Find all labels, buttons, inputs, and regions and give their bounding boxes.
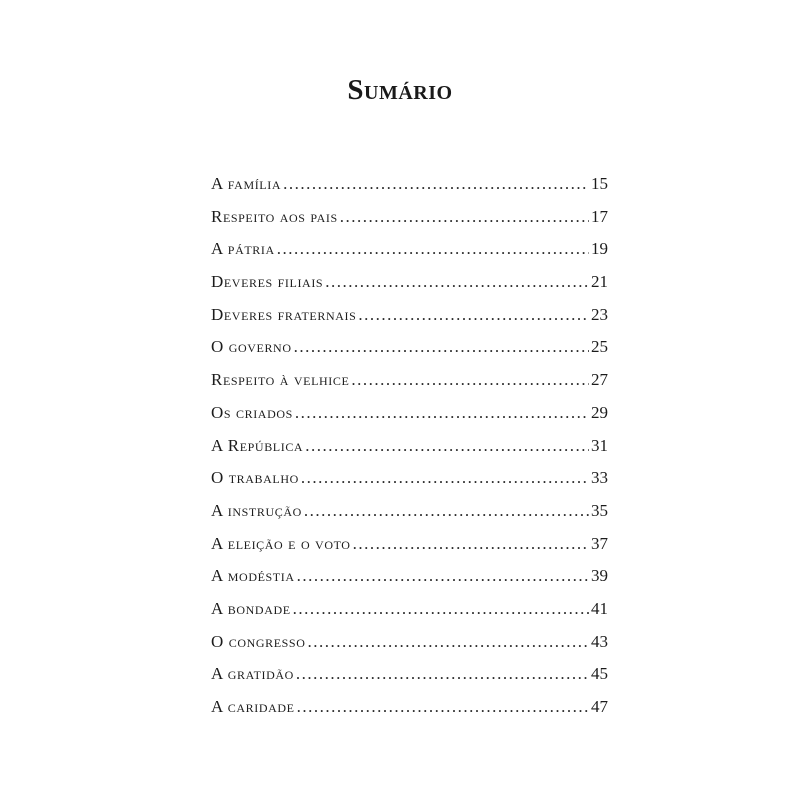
toc-leader-dots: [294, 337, 589, 357]
toc-entry-label: A eleição e o voto: [211, 533, 351, 553]
toc-entry-page: 25: [591, 337, 608, 357]
toc-entry-page: 33: [591, 468, 608, 488]
toc-entry: [211, 436, 608, 469]
toc-entry-page: 29: [591, 402, 608, 422]
toc-entry: [211, 305, 608, 338]
toc-leader-dots: [296, 664, 589, 684]
toc-entry-label: Deveres fraternais: [211, 304, 357, 324]
toc-leader-dots: [340, 207, 589, 227]
toc-entry-label: O trabalho: [211, 468, 299, 488]
toc-entry: [211, 174, 608, 207]
toc-entry: [211, 566, 608, 599]
toc-entry-page: 37: [591, 533, 608, 553]
toc-entry-label: Deveres filiais: [211, 272, 324, 292]
toc-entry: [211, 468, 608, 501]
toc-entry-page: 45: [591, 664, 608, 684]
toc-entry: [211, 239, 608, 272]
toc-entry-page: 23: [591, 304, 608, 324]
toc-entry-label: Respeito aos pais: [211, 206, 338, 226]
toc-entry-page: 43: [591, 631, 608, 651]
toc-leader-dots: [293, 599, 589, 619]
toc-leader-dots: [353, 534, 589, 554]
toc-entry-page: 17: [591, 206, 608, 226]
toc-entry: [211, 337, 608, 370]
toc-entry-page: 31: [591, 435, 608, 455]
toc-entry: [211, 403, 608, 436]
toc-entry: [211, 207, 608, 240]
toc-entry-label: A instrução: [211, 500, 302, 520]
toc-leader-dots: [358, 305, 589, 325]
toc-entry-label: A gratidão: [211, 664, 294, 684]
toc-leader-dots: [301, 468, 589, 488]
toc-entry-label: Respeito à velhice: [211, 370, 350, 390]
table-of-contents: [211, 174, 608, 730]
toc-entry-label: A pátria: [211, 239, 275, 259]
toc-entry-label: O governo: [211, 337, 292, 357]
toc-entry: [211, 272, 608, 305]
toc-leader-dots: [307, 632, 589, 652]
toc-entry-page: 15: [591, 174, 608, 193]
toc-leader-dots: [295, 403, 589, 423]
toc-entry: [211, 501, 608, 534]
toc-entry: [211, 632, 608, 665]
toc-entry-label: O congresso: [211, 631, 306, 651]
toc-entry: [211, 599, 608, 632]
toc-entry-page: 35: [591, 500, 608, 520]
toc-leader-dots: [304, 501, 589, 521]
page-title: Sumário: [347, 74, 453, 106]
toc-entry-page: 47: [591, 697, 608, 716]
toc-leader-dots: [351, 370, 589, 390]
toc-leader-dots: [305, 436, 589, 456]
toc-leader-dots: [325, 272, 589, 292]
toc-leader-dots: [297, 697, 589, 717]
toc-entry: [211, 534, 608, 567]
toc-entry-label: A caridade: [211, 697, 295, 716]
toc-leader-dots: [297, 566, 589, 586]
toc-entry-page: 27: [591, 370, 608, 390]
toc-entry-page: 19: [591, 239, 608, 259]
toc-leader-dots: [277, 239, 589, 259]
toc-entry: [211, 664, 608, 697]
toc-entry-page: 41: [591, 598, 608, 618]
toc-entry: [211, 370, 608, 403]
toc-entry-page: 21: [591, 272, 608, 292]
toc-entry-label: A família: [211, 174, 282, 193]
toc-entry-page: 39: [591, 566, 608, 586]
toc-entry-label: A bondade: [211, 598, 291, 618]
toc-entry-label: Os criados: [211, 402, 293, 422]
toc-entry: [211, 697, 608, 730]
toc-entry-label: A modéstia: [211, 566, 295, 586]
toc-entry-label: A República: [211, 435, 304, 455]
toc-leader-dots: [283, 174, 589, 194]
